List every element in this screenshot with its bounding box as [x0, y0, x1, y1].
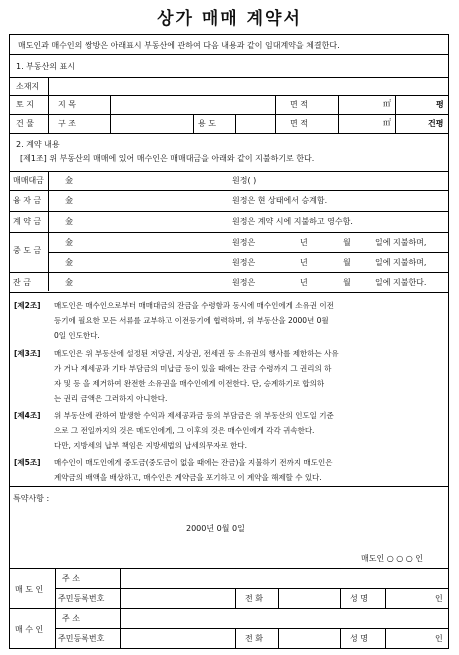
article5-line: 계약금의 배액을 배상하고, 매수인은 계약금을 포기하고 이 계약을 해제할 수 있다. — [54, 473, 322, 482]
contract-form — [9, 34, 449, 649]
payment-month-interim-1: 월 — [343, 238, 351, 247]
land-unit: ㎡ — [383, 99, 391, 108]
article2-num: [제2조] — [14, 301, 41, 310]
building-suffix: 건평 — [428, 119, 444, 128]
article4-line: 위 부동산에 관하여 발생한 수익과 제세공과금 등의 부담금은 위 부동산의 인도일 기준 — [54, 411, 334, 420]
seller-address-label: 주 소 — [62, 574, 80, 583]
article5-line: 매수인이 매도인에게 중도금(중도금이 없을 때에는 잔금)을 지불하기 전까지 매도인은 — [54, 458, 333, 467]
special-terms-label: 특약사항 : — [13, 494, 50, 503]
land-suffix: 평 — [436, 100, 444, 109]
article3-line: 자 및 등 을 제거하여 완전한 소유권을 매수인에게 이전한다. 단, 승계하기로 합의하 — [54, 379, 325, 388]
payment-won-balance: 金 — [65, 278, 73, 287]
payment-won-interim-1: 金 — [65, 238, 73, 247]
section1-heading: 1. 부동산의 표시 — [16, 62, 76, 71]
building-unit: ㎡ — [383, 118, 391, 127]
land-label: 토 지 — [16, 100, 34, 109]
article4-num: [제4조] — [14, 411, 41, 420]
document-title: 상가 매매 계약서 — [157, 9, 302, 29]
contract-date: 2000년 0월 0일 — [186, 524, 245, 533]
payment-label-sale: 매매대금 — [13, 176, 44, 185]
payment-month-interim-2: 월 — [343, 258, 351, 267]
payment-year-interim-2: 년 — [300, 258, 308, 267]
seller-phone-label: 전 화 — [245, 594, 263, 603]
payment-won-deposit: 金 — [65, 217, 73, 226]
buyer-id-label: 주민등록번호 — [58, 634, 105, 643]
payment-desc-interim-1: 원정은 — [232, 238, 256, 247]
payment-desc-sale: 원정( ) — [232, 176, 257, 185]
payment-won-sale: 金 — [65, 176, 73, 185]
article2-line: 매도인은 매수인으로부터 매매대금의 잔금을 수령함과 동시에 매수인에게 소유권 이전 — [54, 301, 334, 310]
seller-signature: 매도인 ○ ○ ○ 인 — [361, 554, 424, 563]
payment-label-loan: 융 자 금 — [13, 196, 42, 205]
article1-text: [제1조] 위 부동산의 매매에 있어 매수인은 매매대금을 아래와 같이 지불하기로 한다. — [20, 154, 315, 163]
building-area-label: 면 적 — [290, 119, 308, 128]
seller-role: 매 도 인 — [15, 585, 44, 594]
building-use-label: 용 도 — [198, 119, 216, 128]
section2-heading: 2. 계약 내용 — [16, 140, 60, 149]
article4-line: 다만, 지방세의 납부 책임은 지방세법의 납세의무자로 한다. — [54, 441, 247, 450]
article3-line: 가 거나 제세공과 기타 부담금의 미납금 등이 있을 때에는 잔금 수령까지 그 권리의 하 — [54, 364, 332, 373]
payment-label-balance: 잔 금 — [13, 278, 31, 287]
payment-month-balance: 월 — [343, 278, 351, 287]
intro-text: 매도인과 매수인의 쌍방은 아래표시 부동산에 관하여 다음 내용과 같이 임대계약을 체결한다. — [18, 41, 340, 50]
buyer-name-label: 성 명 — [350, 634, 368, 643]
building-structure-label: 구 조 — [58, 119, 76, 128]
buyer-role: 매 수 인 — [15, 625, 44, 634]
article5-num: [제5조] — [14, 458, 41, 467]
article3-line: 매도인은 위 부동산에 설정된 저당권, 지상권, 전세권 등 소유권의 행사를 제한하는 사유 — [54, 349, 339, 358]
article2-line: 등기에 필요한 모든 서류를 교부하고 이전등기에 협력하며, 위 부동산을 2000년 0월 — [54, 316, 329, 325]
payment-desc-deposit: 원정은 계약 시에 지불하고 영수함. — [232, 217, 353, 226]
land-area-label: 면 적 — [290, 100, 308, 109]
payment-day-interim-2: 일에 지불하며, — [375, 258, 427, 267]
building-label: 건 물 — [16, 119, 34, 128]
payment-desc-interim-2: 원정은 — [232, 258, 256, 267]
payment-year-balance: 년 — [300, 278, 308, 287]
seller-seal: 인 — [435, 594, 443, 603]
payment-desc-balance: 원정은 — [232, 278, 256, 287]
payment-desc-loan: 원정은 현 상태에서 승계함. — [232, 196, 328, 205]
article4-line: 으로 그 전일까지의 것은 매도인에게, 그 이후의 것은 매수인에게 각각 귀속한다. — [54, 426, 315, 435]
payment-label-interim: 중 도 금 — [13, 246, 42, 255]
payment-label-deposit: 계 약 금 — [13, 217, 42, 226]
article3-num: [제3조] — [14, 349, 41, 358]
article2-line: 0일 인도한다. — [54, 331, 100, 340]
payment-won-interim-2: 金 — [65, 258, 73, 267]
payment-day-interim-1: 일에 지불하며, — [375, 238, 427, 247]
buyer-phone-label: 전 화 — [245, 634, 263, 643]
buyer-address-label: 주 소 — [62, 614, 80, 623]
payment-won-loan: 金 — [65, 196, 73, 205]
land-type-label: 지 목 — [58, 100, 76, 109]
article3-line: 는 권리 금액은 그러하지 아니한다. — [54, 394, 168, 403]
location-label: 소재지 — [16, 82, 40, 91]
payment-day-balance: 일에 지불한다. — [375, 278, 427, 287]
payment-year-interim-1: 년 — [300, 238, 308, 247]
buyer-seal: 인 — [435, 634, 443, 643]
seller-id-label: 주민등록번호 — [58, 594, 105, 603]
seller-name-label: 성 명 — [350, 594, 368, 603]
